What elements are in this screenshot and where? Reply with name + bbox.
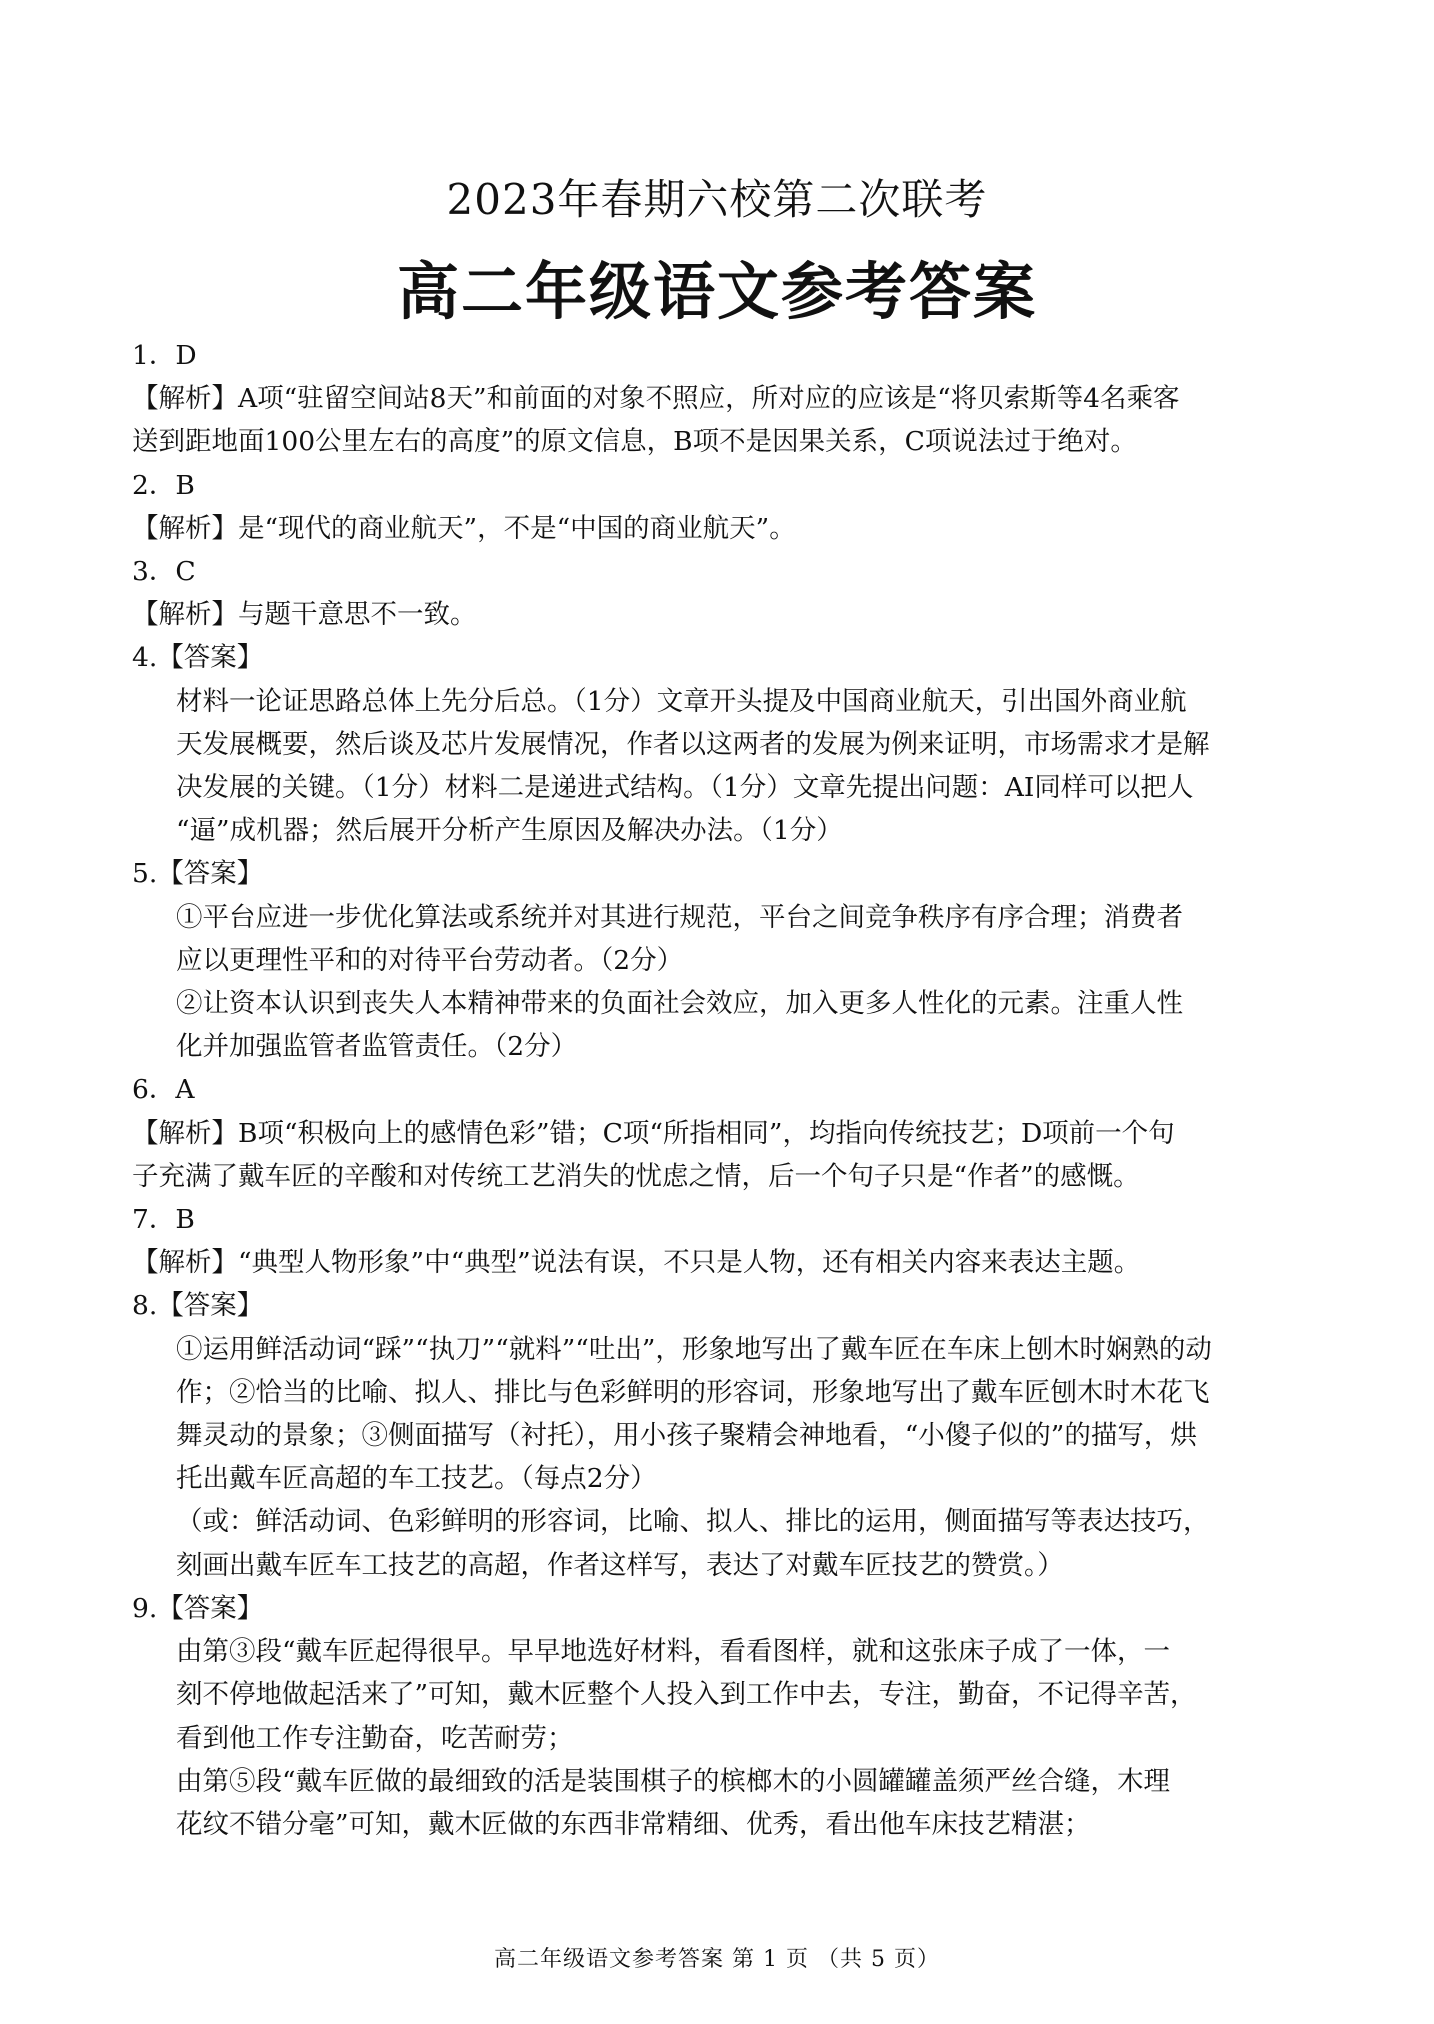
answer-line: 作；②恰当的比喻、拟人、排比与色彩鲜明的形容词，形象地写出了戴车匠刨木时木花飞 (176, 1376, 1210, 1408)
answer-line: 刻不停地做起活来了”可知，戴木匠整个人投入到工作中去，专注，勤奋，不记得辛苦， (176, 1679, 1197, 1711)
answer-line: 【解析】“典型人物形象”中“典型”说法有误，不只是人物，还有相关内容来表达主题。 (132, 1247, 1141, 1279)
answer-line: ①运用鲜活动词“踩”“执刀”“就料”“吐出”，形象地写出了戴车匠在车床上刨木时娴熟的动 (176, 1333, 1212, 1365)
answer-line: 5.【答案】 (132, 858, 264, 890)
answer-line: 由第③段“戴车匠起得很早。早早地选好材料，看看图样，就和这张床子成了一体，一 (176, 1636, 1171, 1668)
answer-line: 由第⑤段“戴车匠做的最细致的活是装围棋子的槟榔木的小圆罐罐盖须严丝合缝，木理 (176, 1765, 1171, 1797)
answer-line: 材料一论证思路总体上先分后总。（1分）文章开头提及中国商业航天，引出国外商业航 (176, 685, 1187, 717)
answer-line: 舞灵动的景象；③侧面描写（衬托），用小孩子聚精会神地看，“小傻子似的”的描写，烘 (176, 1420, 1197, 1452)
answer-body (132, 334, 1312, 1846)
answer-line: 子充满了戴车匠的辛酸和对传统工艺消失的忧虑之情，后一个句子只是“作者”的感慨。 (132, 1160, 1140, 1192)
answer-line: 7．B (132, 1204, 195, 1236)
answer-line: 【解析】与题干意思不一致。 (132, 599, 477, 631)
answer-line: 3．C (132, 556, 196, 588)
answer-line: 4.【答案】 (132, 642, 264, 674)
answer-line: ②让资本认识到丧失人本精神带来的负面社会效应，加入更多人性化的元素。注重人性 (176, 988, 1183, 1020)
answer-line: 看到他工作专注勤奋，吃苦耐劳； (176, 1722, 574, 1754)
answer-line: 花纹不错分毫”可知，戴木匠做的东西非常精细、优秀，看出他车床技艺精湛； (176, 1808, 1091, 1840)
answer-line: 决发展的关键。（1分）材料二是递进式结构。（1分）文章先提出问题：AI同样可以把人 (176, 772, 1194, 804)
answer-line: 1．D (132, 340, 197, 371)
answer-line: 2．B (132, 469, 195, 501)
answer-line: 化并加强监管者监管责任。（2分） (176, 1031, 578, 1063)
answer-key-title: 高二年级语文参考答案 (396, 255, 1037, 328)
answer-line: 【解析】B项“积极向上的感情色彩”错；C项“所指相同”，均指向传统技艺；D项前一个句 (132, 1117, 1175, 1149)
answer-line: “逼”成机器；然后展开分析产生原因及解决办法。（1分） (176, 815, 843, 847)
answer-line: 【解析】是“现代的商业航天”，不是“中国的商业航天”。 (132, 512, 796, 544)
answer-line: 天发展概要，然后谈及芯片发展情况，作者以这两者的发展为例来证明，市场需求才是解 (176, 728, 1210, 760)
answer-line: ①平台应进一步优化算法或系统并对其进行规范，平台之间竞争秩序有序合理；消费者 (176, 901, 1183, 933)
page-footer: 高二年级语文参考答案 第 1 页 （共 5 页） (494, 1947, 940, 1972)
exam-title: 2023年春期六校第二次联考 (446, 175, 988, 224)
answer-line: 8.【答案】 (132, 1290, 264, 1322)
answer-line: （或：鲜活动词、色彩鲜明的形容词，比喻、拟人、排比的运用，侧面描写等表达技巧， (176, 1506, 1210, 1538)
answer-line: 应以更理性平和的对待平台劳动者。（2分） (176, 944, 684, 976)
answer-line: 托出戴车匠高超的车工技艺。（每点2分） (176, 1463, 657, 1495)
answer-line: 送到距地面100公里左右的高度”的原文信息，B项不是因果关系，C项说法过于绝对。 (132, 426, 1137, 458)
answer-line: 刻画出戴车匠车工技艺的高超，作者这样写，表达了对戴车匠技艺的赞赏。） (176, 1549, 1064, 1581)
answer-line: 6．A (132, 1074, 195, 1106)
answer-line: 【解析】A项“驻留空间站8天”和前面的对象不照应，所对应的应该是“将贝索斯等4名乘客 (132, 383, 1180, 415)
answer-line: 9.【答案】 (132, 1592, 264, 1624)
